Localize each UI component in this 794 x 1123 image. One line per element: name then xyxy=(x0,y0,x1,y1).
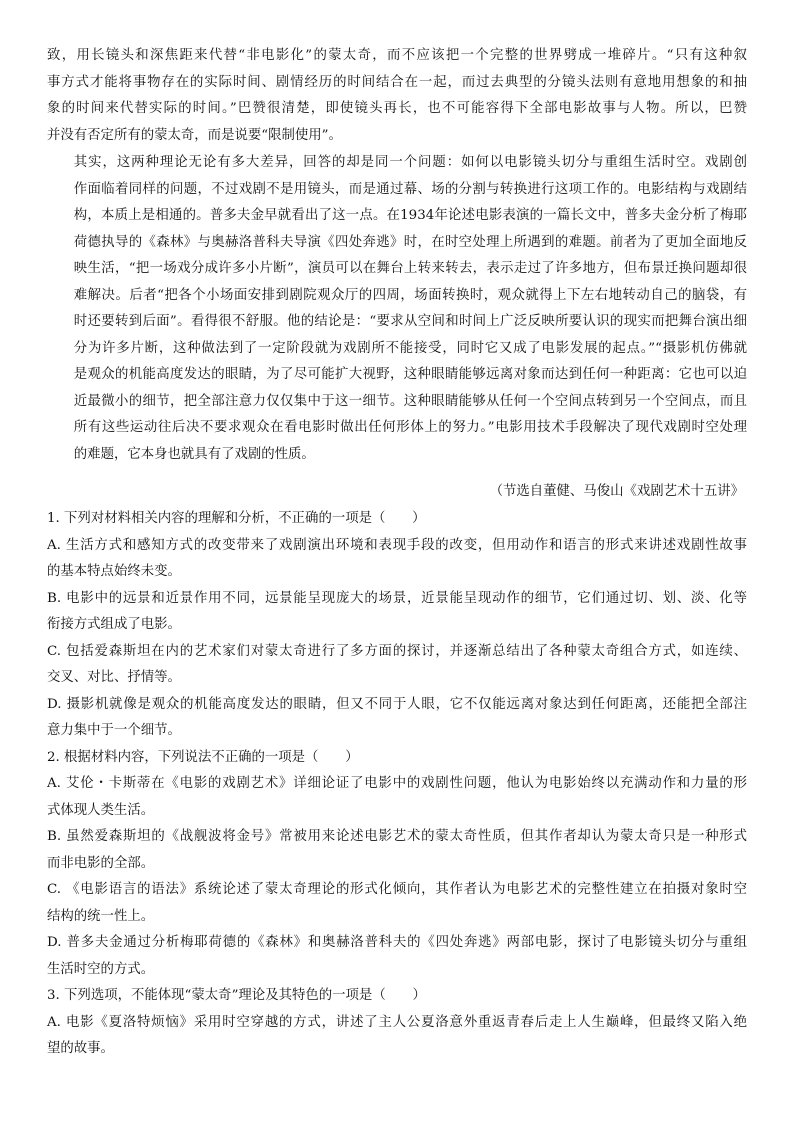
option-a[interactable]: A. 艾伦・卡斯蒂在《电影的戏剧艺术》详细论证了电影中的戏剧性问题，他认为电影始终以充满动作和力量的形 式体现人类生活。 xyxy=(47,776,747,818)
text-line: 所有这些运动往后决不要求观众在看电影时做出任何形体上的努力。”电影用技术手段解决了现代戏剧时空处理 xyxy=(73,420,747,435)
option-d[interactable]: D. 摄影机就像是观众的机能高度发达的眼睛，但又不同于人眼，它不仅能远离对象达到任何距离，还能把全部注 意力集中于一个细节。 xyxy=(47,696,747,738)
text-line: 分为许多片断，这种做法到了一定阶段就为戏剧所不能接受，同时它又成了电影发展的起点。”“摄影机仿佛就 xyxy=(73,340,747,356)
question-2 xyxy=(47,745,747,984)
text-line: 的难题，它本身也就具有了戏剧的性质。 xyxy=(73,446,315,462)
question-stem: 2. 根据材料内容，下列说法不正确的一项是（ ） xyxy=(47,749,359,765)
passage-paragraph-1 xyxy=(47,43,747,149)
text-line: 近最微小的细节，把全部注意力仅仅集中于这一细节。这种眼睛能够从任何一个空间点转到另一个空间点，而且 xyxy=(73,393,747,409)
question-stem: 3. 下列选项，不能体现“蒙太奇”理论及其特色的一项是（ ） xyxy=(47,988,426,1003)
option-a[interactable]: A. 电影《夏洛特烦恼》采用时空穿越的方式，讲述了主人公夏洛意外重返青春后走上人生巅峰，但最终又陷入绝 望的故事。 xyxy=(47,1014,747,1056)
questions xyxy=(47,506,747,1063)
option-b[interactable]: B. 电影中的远景和近景作用不同，远景能呈现庞大的场景，近景能呈现动作的细节，它们通过切、划、淡、化等 衔接方式组成了电影。 xyxy=(47,590,747,632)
option-c[interactable]: C. 《电影语言的语法》系统论述了蒙太奇理论的形式化倾向，其作者认为电影艺术的完整性建立在拍摄对象时空 结构的统一性上。 xyxy=(47,882,747,924)
option-a[interactable]: A. 生活方式和感知方式的改变带来了戏剧演出环境和表现手段的改变，但用动作和语言的形式来讲述戏剧性故事 的基本特点始终未变。 xyxy=(47,537,747,579)
text-line: 映生活，“把一场戏分成许多小片断”，演员可以在舞台上转来转去，表示走过了许多地方，但布景迁换问题却很 xyxy=(73,261,747,276)
text-line: 难解决。后者“把各个小场面安排到剧院观众厅的四周，场面转换时，观众就得上下左右地转动自己的脑袋，有 xyxy=(73,287,747,303)
source-citation: （节选自董健、马俊山《戏剧艺术十五讲》 xyxy=(489,484,744,499)
text-line: 象的时间来代替实际的时间。”巴赞很清楚，即使镜头再长，也不可能容得下全部电影故事与人物。所以，巴赞 xyxy=(47,101,747,116)
text-line: 是观众的机能高度发达的眼睛，为了尽可能扩大视野，这种眼睛能够远离对象而达到任何一种距离：它也可以迫 xyxy=(73,367,747,382)
option-d[interactable]: D. 普多夫金通过分析梅耶荷德的《森林》和奥赫洛普科夫的《四处奔逃》两部电影，探讨了电影镜头切分与重组 生活时空的方式。 xyxy=(47,935,747,977)
option-c[interactable]: C. 包括爱森斯坦在内的艺术家们对蒙太奇进行了多方面的探讨，并逐渐总结出了各种蒙太奇组合方式，如连续、 交叉、对比、抒情等。 xyxy=(47,643,747,685)
option-b[interactable]: B. 虽然爱森斯坦的《战舰波将金号》常被用来论述电影艺术的蒙太奇性质，但其作者却认为蒙太奇只是一种形式 而非电影的全部。 xyxy=(47,829,747,871)
text-line: 时还要转到后面”。看得很不舒服。他的结论是：“要求从空间和时间上广泛反映所要认识的现实而把舞台演出细 xyxy=(73,314,747,329)
text-line: 致，用长镜头和深焦距来代替“非电影化”的蒙太奇，而不应该把一个完整的世界劈成一堆碎片。“只有这种叙 xyxy=(47,48,747,63)
question-stem: 1. 下列对材料相关内容的理解和分析，不正确的一项是（ ） xyxy=(47,511,426,526)
question-3 xyxy=(47,983,747,1063)
text-line: 作面临着同样的问题，不过戏剧不是用镜头，而是通过幕、场的分割与转换进行这项工作的。电影结构与戏剧结 xyxy=(73,181,747,197)
text-line: 荷德执导的《森林》与奥赫洛普科夫导演《四处奔逃》时，在时空处理上所遇到的难题。前者为了更加全面地反 xyxy=(73,234,747,250)
text-line: 构，本质上是相通的。普多夫金早就看出了这一点。在1934年论述电影表演的一篇长文中，普多夫金分析了梅耶 xyxy=(73,208,747,223)
text-line: 事方式才能将事物存在的实际时间、剧情经历的时间结合在一起，而过去典型的分镜头法则有意地用想象的和抽 xyxy=(47,74,747,90)
question-1 xyxy=(47,506,747,745)
passage-paragraph-2 xyxy=(47,150,747,468)
text-line: 其实，这两种理论无论有多大差异，回答的却是同一个问题：如何以电影镜头切分与重组生活时空。戏剧创 xyxy=(73,155,747,170)
text-line: 并没有否定所有的蒙太奇，而是说要“限制使用”。 xyxy=(47,127,342,143)
